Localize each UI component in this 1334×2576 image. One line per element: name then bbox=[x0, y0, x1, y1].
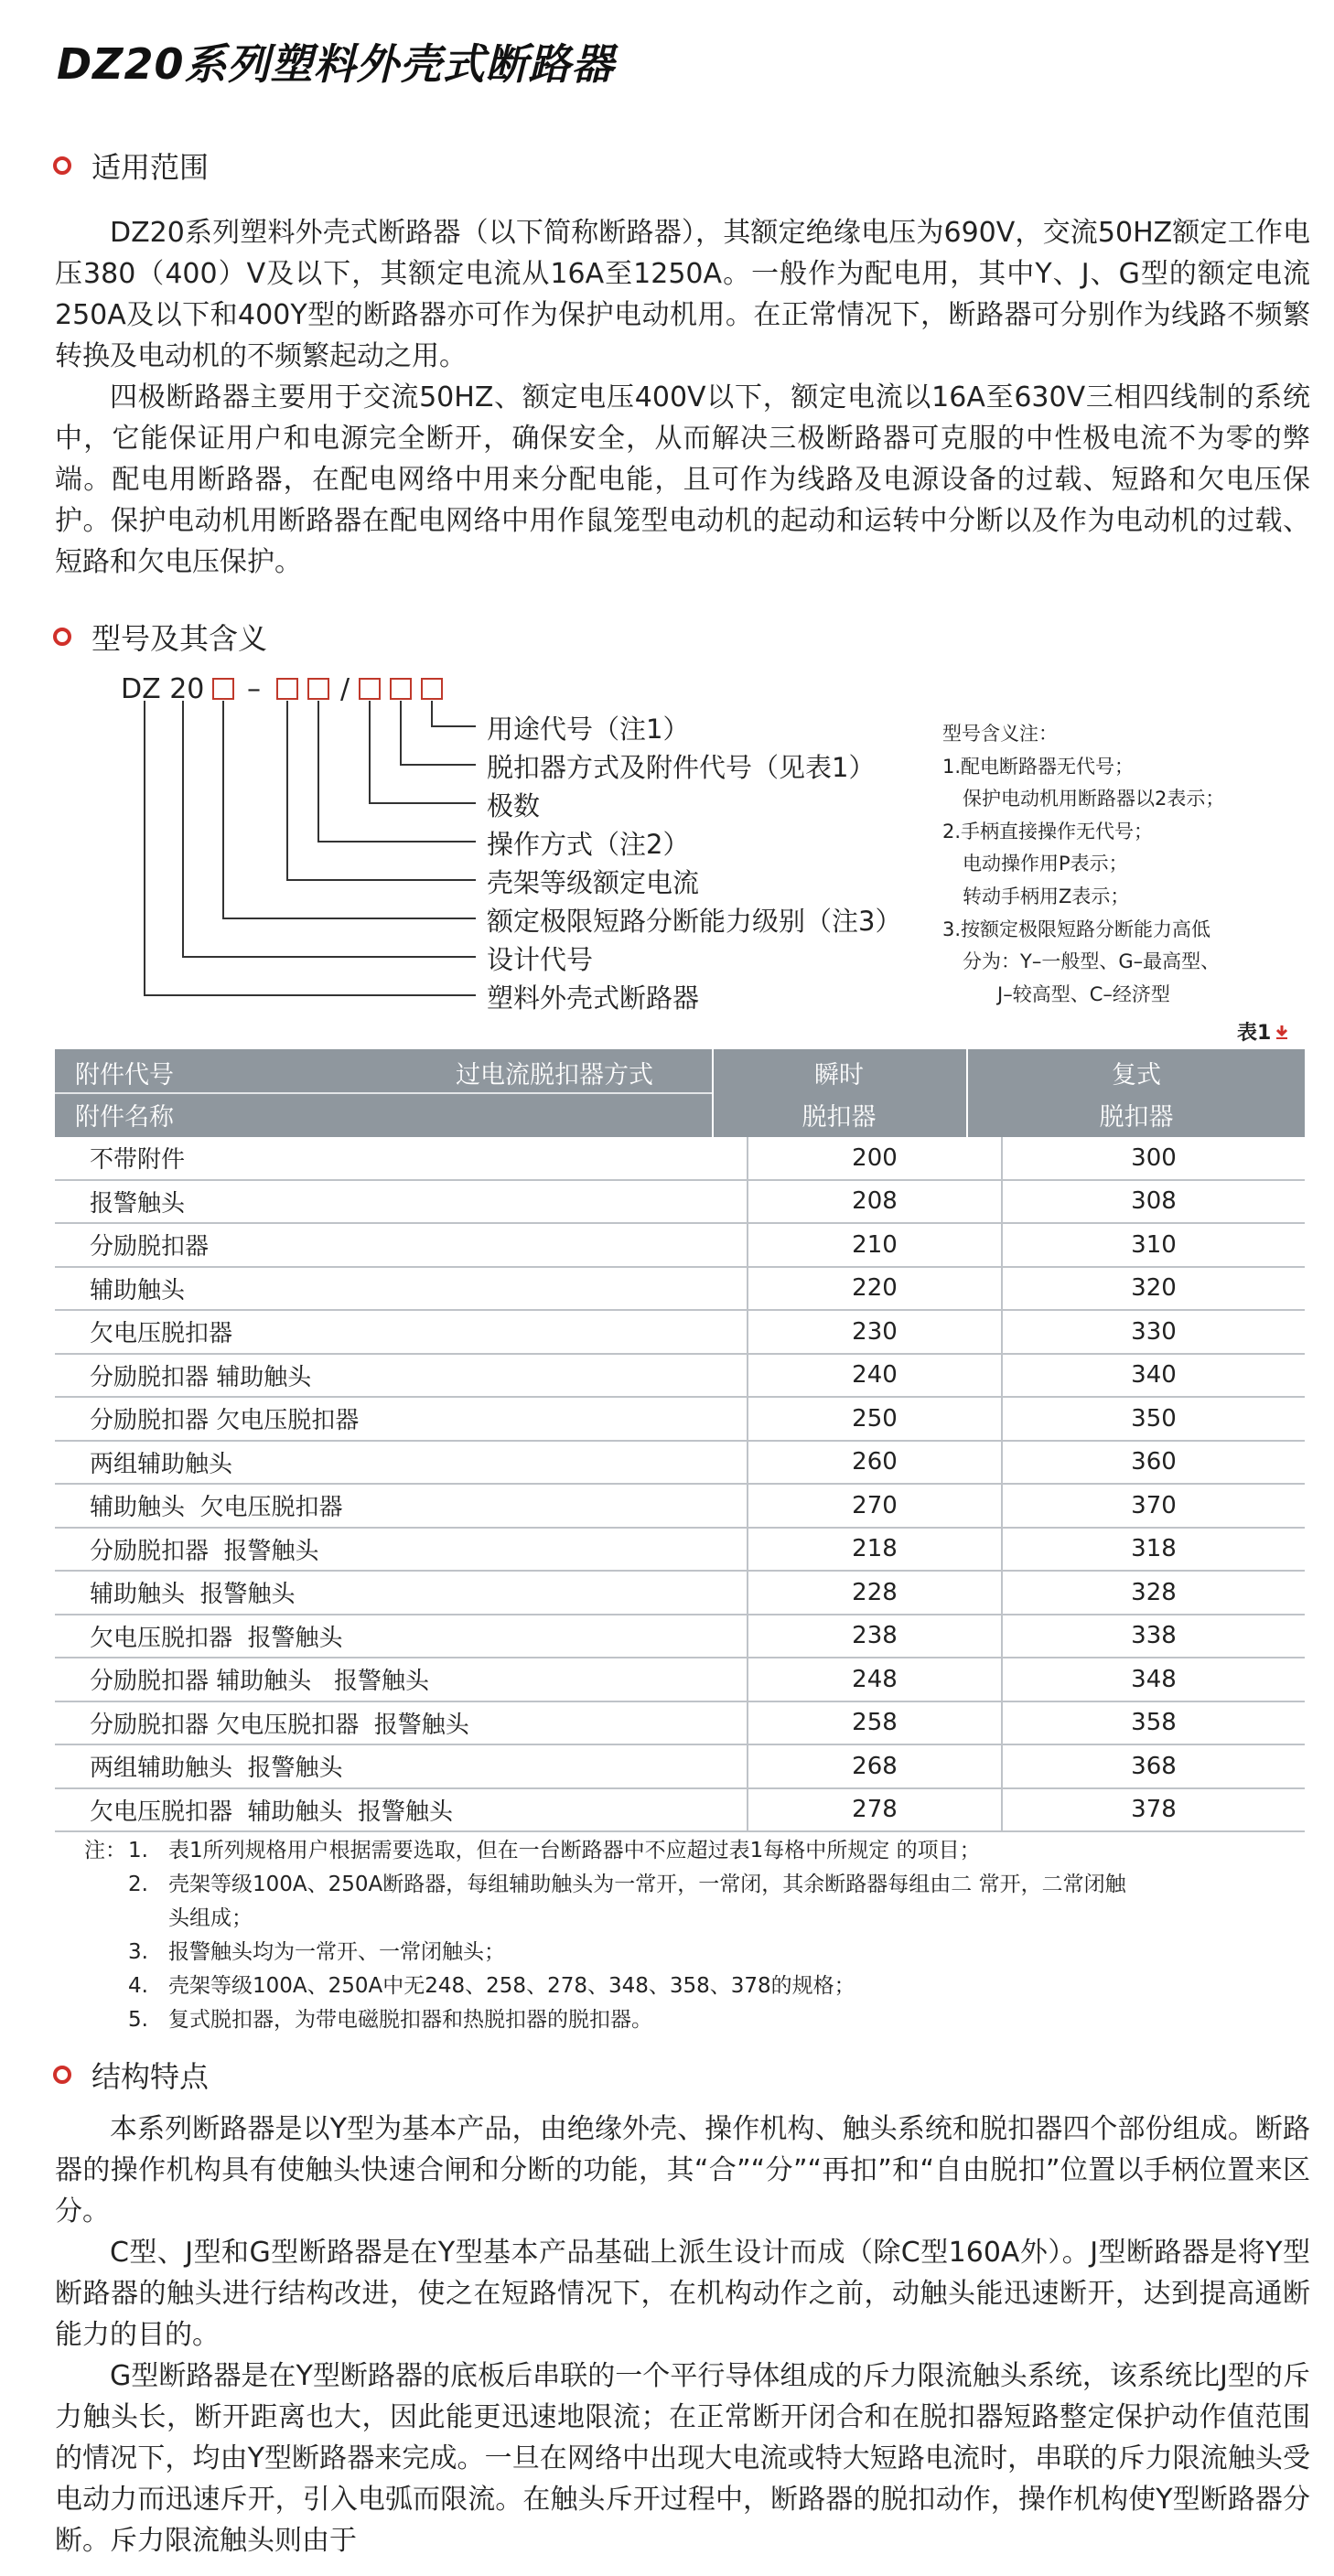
table-label-text: 表1 bbox=[1237, 1022, 1272, 1045]
model-note-line: 1.配电断路器无代号； bbox=[942, 755, 1135, 778]
model-note-line: 电动操作用P表示； bbox=[963, 853, 1128, 875]
instant-code-cell: 248 bbox=[748, 1658, 1002, 1701]
header-instant-l1: 瞬时 bbox=[814, 1061, 864, 1089]
arrow-down-icon bbox=[1274, 1024, 1290, 1040]
table-row bbox=[55, 1137, 1305, 1180]
model-item: 壳架等级额定电流 bbox=[487, 867, 700, 898]
compound-code-cell: 320 bbox=[1002, 1267, 1305, 1311]
table-row bbox=[55, 1484, 1305, 1528]
note-text: 报警触头均为一常开、一常闭触头； bbox=[168, 1940, 505, 1964]
header-compound-l2: 脱扣器 bbox=[1099, 1103, 1174, 1132]
compound-code-cell: 348 bbox=[1002, 1658, 1305, 1701]
bullet-icon bbox=[53, 2066, 71, 2084]
compound-code-cell: 370 bbox=[1002, 1484, 1305, 1528]
code-box bbox=[391, 679, 411, 699]
table-row bbox=[55, 1788, 1305, 1832]
attachment-name-cell: 辅助触头 报警触头 bbox=[55, 1571, 748, 1615]
model-notes bbox=[942, 718, 1224, 1011]
note-number: 5. bbox=[128, 2008, 148, 2032]
paragraph: 四极断路器主要用于交流50HZ、额定电压400V以下，额定电流以16A至630V三相四线制的系统中，它能保证用户和电源完全断开，确保安全，从而解决三极断路器可克服的中性极电流不为零的弊端。配电用断路器，在配电网络中用来分配电能，且可作为线路及电源设备的过载、短路和欠电压保护。保护电动机用断路器在配电网络中用作鼠笼型电动机的起动和运转中分断以及作为电动机的过载、短路和欠电压保护。 bbox=[55, 381, 1310, 578]
model-note-line: 2.手柄直接操作无代号； bbox=[942, 820, 1154, 843]
table-row bbox=[55, 1615, 1305, 1658]
header-instant-l2: 脱扣器 bbox=[801, 1103, 877, 1132]
code-box bbox=[360, 679, 380, 699]
instant-code-cell: 238 bbox=[748, 1615, 1002, 1658]
header-attachment-code: 附件代号 bbox=[75, 1061, 174, 1089]
paragraph: DZ20系列塑料外壳式断路器（以下简称断路器），其额定绝缘电压为690V，交流50HZ额定工作电压380（400）V及以下，其额定电流从16A至1250A。一般作为配电用，其中Y、J、G型的额定电流250A及以下和400Y型的断路器亦可作为保护电动机用。在正常情况下，断路器可分别作为线路不频繁转换及电动机的不频繁起动之用。 bbox=[55, 217, 1310, 372]
model-item: 操作方式（注2） bbox=[487, 829, 690, 860]
note-number: 4. bbox=[128, 1974, 148, 1998]
model-code-prefix: DZ 20 bbox=[121, 673, 205, 705]
instant-code-cell: 220 bbox=[748, 1267, 1002, 1311]
instant-code-cell: 258 bbox=[748, 1701, 1002, 1745]
table-row bbox=[55, 1701, 1305, 1745]
instant-code-cell: 270 bbox=[748, 1484, 1002, 1528]
table-row bbox=[55, 1180, 1305, 1224]
model-note-line: 3.按额定极限短路分断能力高低 bbox=[942, 918, 1211, 940]
table-notes bbox=[84, 1834, 1126, 2037]
table-header bbox=[55, 1049, 1305, 1137]
instant-code-cell: 230 bbox=[748, 1310, 1002, 1354]
note-text: 壳架等级100A、250A断路器，每组辅助触头为一常开，一常闭，其余断路器每组由二 常开，二常闭触 bbox=[168, 1873, 1126, 1896]
paragraph: G型断路器是在Y型断路器的底板后串联的一个平行导体组成的斥力限流触头系统，该系统比J型的斥力触头长，断开距离也大，因此能更迅速地限流；在正常断开闭合和在脱扣器短路整定保护动作值范围的情况下，均由Y型断路器来完成。一旦在网络中出现大电流或特大短路电流时，串联的斥力限流触头受电动力而迅速斥开，引入电弧而限流。在触头斥开过程中，断路器的脱扣动作，操作机构使Y型断路器分断。斥力限流触头则由于 bbox=[55, 2360, 1310, 2557]
compound-code-cell: 318 bbox=[1002, 1528, 1305, 1572]
instant-code-cell: 228 bbox=[748, 1571, 1002, 1615]
table-row bbox=[55, 1354, 1305, 1398]
attachment-table bbox=[55, 1137, 1305, 1832]
model-note-line: 分为：Y–一般型、G–最高型、 bbox=[963, 950, 1221, 973]
model-item: 极数 bbox=[487, 790, 541, 821]
compound-code-cell: 338 bbox=[1002, 1615, 1305, 1658]
instant-code-cell: 210 bbox=[748, 1223, 1002, 1267]
header-attachment-name: 附件名称 bbox=[75, 1103, 174, 1132]
compound-code-cell: 330 bbox=[1002, 1310, 1305, 1354]
table-row bbox=[55, 1528, 1305, 1572]
attachment-name-cell: 分励脱扣器 辅助触头 报警触头 bbox=[55, 1658, 748, 1701]
attachment-name-cell: 分励脱扣器 报警触头 bbox=[55, 1528, 748, 1572]
attachment-name-cell: 报警触头 bbox=[55, 1180, 748, 1224]
instant-code-cell: 268 bbox=[748, 1744, 1002, 1788]
code-box bbox=[308, 679, 328, 699]
table-row bbox=[55, 1223, 1305, 1267]
instant-code-cell: 240 bbox=[748, 1354, 1002, 1398]
table-label bbox=[1237, 1017, 1290, 1046]
code-box bbox=[422, 679, 442, 699]
model-note-line: J–较高型、C–经济型 bbox=[997, 982, 1170, 1005]
note-text: 表1所列规格用户根据需要选取，但在一台断路器中不应超过表1每格中所规定 的项目； bbox=[168, 1839, 981, 1862]
compound-code-cell: 308 bbox=[1002, 1180, 1305, 1224]
compound-code-cell: 300 bbox=[1002, 1137, 1305, 1180]
table-row bbox=[55, 1571, 1305, 1615]
model-code-dash: – bbox=[247, 673, 261, 705]
model-note-line: 型号含义注： bbox=[942, 723, 1058, 745]
model-code-slash: / bbox=[340, 673, 350, 705]
model-item: 塑料外壳式断路器 bbox=[487, 982, 700, 1014]
paragraph: C型、J型和G型断路器是在Y型基本产品基础上派生设计而成（除C型160A外）。J型断路器是将Y型断路器的触头进行结构改进，使之在短路情况下，在机构动作之前，动触头能迅速断开，达到提高通断能力的目的。 bbox=[55, 2237, 1310, 2351]
note-text: 壳架等级100A、250A中无248、258、278、348、358、378的规格； bbox=[168, 1974, 855, 1998]
table-row bbox=[55, 1310, 1305, 1354]
note-text: 头组成； bbox=[168, 1906, 253, 1930]
compound-code-cell: 358 bbox=[1002, 1701, 1305, 1745]
compound-code-cell: 378 bbox=[1002, 1788, 1305, 1832]
note-number: 3. bbox=[128, 1940, 148, 1964]
note-number bbox=[128, 1902, 168, 1936]
instant-code-cell: 200 bbox=[748, 1137, 1002, 1180]
section-title: 结构特点 bbox=[91, 2059, 210, 2094]
section-heading-structure bbox=[53, 2054, 209, 2096]
attachment-name-cell: 分励脱扣器 辅助触头 bbox=[55, 1354, 748, 1398]
compound-code-cell: 360 bbox=[1002, 1441, 1305, 1485]
instant-code-cell: 250 bbox=[748, 1397, 1002, 1441]
attachment-name-cell: 欠电压脱扣器 bbox=[55, 1310, 748, 1354]
paragraph: 本系列断路器是以Y型为基本产品，由绝缘外壳、操作机构、触头系统和脱扣器四个部份组成。断路器的操作机构具有使触头快速合闸和分断的功能，其“合”“分”“再扣”和“自由脱扣”位置以手柄位置来区分。 bbox=[55, 2113, 1310, 2227]
table-row bbox=[55, 1267, 1305, 1311]
attachment-name-cell: 不带附件 bbox=[55, 1137, 748, 1180]
model-item: 设计代号 bbox=[487, 944, 594, 975]
attachment-name-cell: 辅助触头 欠电压脱扣器 bbox=[55, 1484, 748, 1528]
compound-code-cell: 340 bbox=[1002, 1354, 1305, 1398]
attachment-name-cell: 两组辅助触头 报警触头 bbox=[55, 1744, 748, 1788]
attachment-name-cell: 分励脱扣器 欠电压脱扣器 bbox=[55, 1397, 748, 1441]
table-row bbox=[55, 1441, 1305, 1485]
model-item: 额定极限短路分断能力级别（注3） bbox=[487, 906, 902, 937]
compound-code-cell: 368 bbox=[1002, 1744, 1305, 1788]
attachment-name-cell: 欠电压脱扣器 报警触头 bbox=[55, 1615, 748, 1658]
page-title: DZ20系列塑料外壳式断路器 bbox=[57, 39, 615, 89]
section-title: 型号及其含义 bbox=[91, 621, 268, 656]
table-row bbox=[55, 1658, 1305, 1701]
model-note-line: 保护电动机用断路器以2表示； bbox=[963, 788, 1225, 810]
model-item: 脱扣器方式及附件代号（见表1） bbox=[487, 752, 876, 783]
table-row bbox=[55, 1744, 1305, 1788]
model-note-line: 转动手柄用Z表示； bbox=[963, 885, 1130, 907]
structure-text bbox=[55, 2109, 1310, 2561]
header-release-mode: 过电流脱扣器方式 bbox=[456, 1061, 653, 1089]
code-box bbox=[213, 679, 233, 699]
instant-code-cell: 208 bbox=[748, 1180, 1002, 1224]
instant-code-cell: 218 bbox=[748, 1528, 1002, 1572]
model-item: 用途代号（注1） bbox=[487, 714, 690, 745]
header-compound-l1: 复式 bbox=[1112, 1061, 1161, 1089]
attachment-name-cell: 分励脱扣器 bbox=[55, 1223, 748, 1267]
notes-label: 注： bbox=[84, 1839, 126, 1862]
attachment-name-cell: 欠电压脱扣器 辅助触头 报警触头 bbox=[55, 1788, 748, 1832]
instant-code-cell: 278 bbox=[748, 1788, 1002, 1832]
note-text: 复式脱扣器，为带电磁脱扣器和热脱扣器的脱扣器。 bbox=[168, 2008, 652, 2032]
compound-code-cell: 328 bbox=[1002, 1571, 1305, 1615]
compound-code-cell: 350 bbox=[1002, 1397, 1305, 1441]
attachment-name-cell: 分励脱扣器 欠电压脱扣器 报警触头 bbox=[55, 1701, 748, 1745]
attachment-name-cell: 两组辅助触头 bbox=[55, 1441, 748, 1485]
attachment-name-cell: 辅助触头 bbox=[55, 1267, 748, 1311]
code-box bbox=[277, 679, 297, 699]
section-title: 适用范围 bbox=[91, 150, 210, 185]
note-number: 1. bbox=[128, 1839, 148, 1862]
instant-code-cell: 260 bbox=[748, 1441, 1002, 1485]
compound-code-cell: 310 bbox=[1002, 1223, 1305, 1267]
note-number: 2. bbox=[128, 1873, 148, 1896]
table-row bbox=[55, 1397, 1305, 1441]
